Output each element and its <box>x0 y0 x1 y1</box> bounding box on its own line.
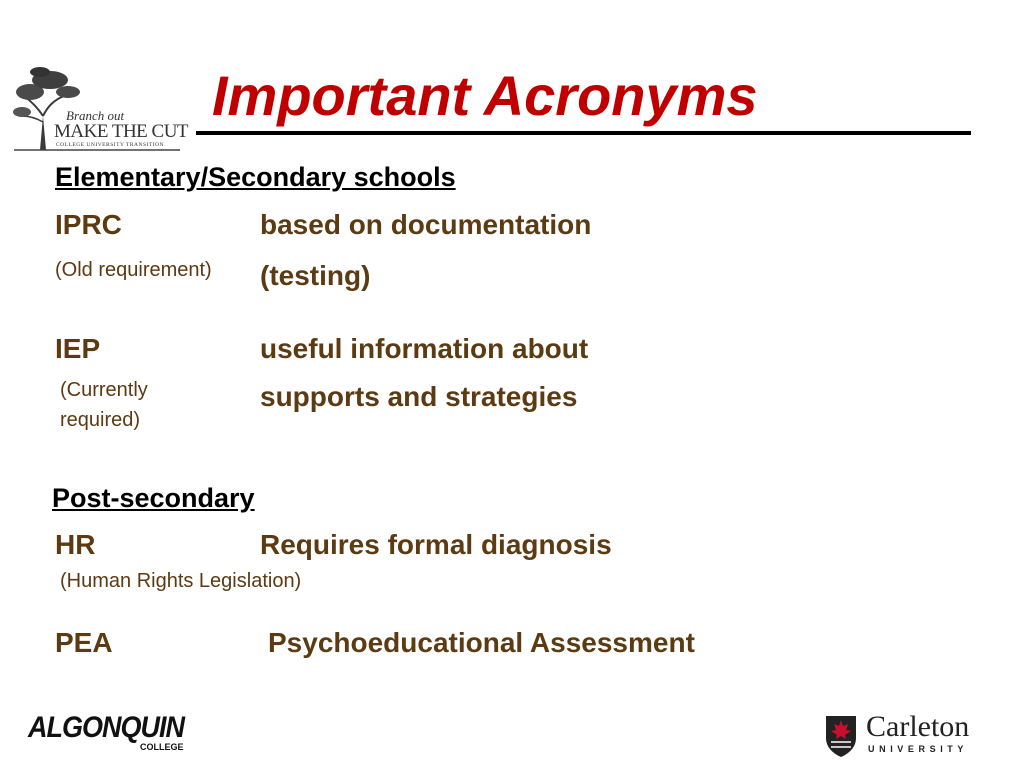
make-the-cut-logo <box>10 66 189 152</box>
carleton-sub: UNIVERSITY <box>868 744 969 754</box>
desc-iprc-line1: based on documentation <box>260 209 592 240</box>
desc-iprc-line2: (testing) <box>260 260 371 291</box>
note-iep: (Currently required) <box>60 379 148 431</box>
logo-line-3: COLLEGE UNIVERSITY TRANSITION <box>56 142 164 148</box>
desc-iep-line2: supports and strategies <box>260 381 578 412</box>
carleton-shield-icon <box>824 714 858 758</box>
note-hr: (Human Rights Legislation) <box>60 570 302 592</box>
slide-title: Important Acronyms <box>212 64 758 127</box>
title-underline <box>196 131 971 135</box>
carleton-wordmark: Carleton <box>866 710 970 743</box>
algonquin-sub: COLLEGE <box>140 742 184 752</box>
algonquin-wordmark: ALGONQUIN <box>28 710 184 744</box>
note-iprc: (Old requirement) <box>55 259 212 281</box>
carleton-university-logo <box>824 712 984 760</box>
section-heading-post-secondary: Post-secondary <box>52 483 255 513</box>
term-pea: PEA <box>55 627 113 658</box>
section-heading-elementary: Elementary/Secondary schools <box>55 162 456 192</box>
term-iep: IEP <box>55 333 101 364</box>
desc-hr: Requires formal diagnosis <box>260 529 612 560</box>
term-iprc: IPRC <box>55 209 122 240</box>
logo-line-2: MAKE THE CUT <box>54 121 189 142</box>
desc-pea: Psychoeducational Assessment <box>268 627 695 658</box>
desc-iep-line1: useful information about <box>260 333 589 364</box>
algonquin-college-logo <box>28 712 186 756</box>
term-hr: HR <box>55 529 96 560</box>
logo-line-1: Branch out <box>66 108 125 123</box>
